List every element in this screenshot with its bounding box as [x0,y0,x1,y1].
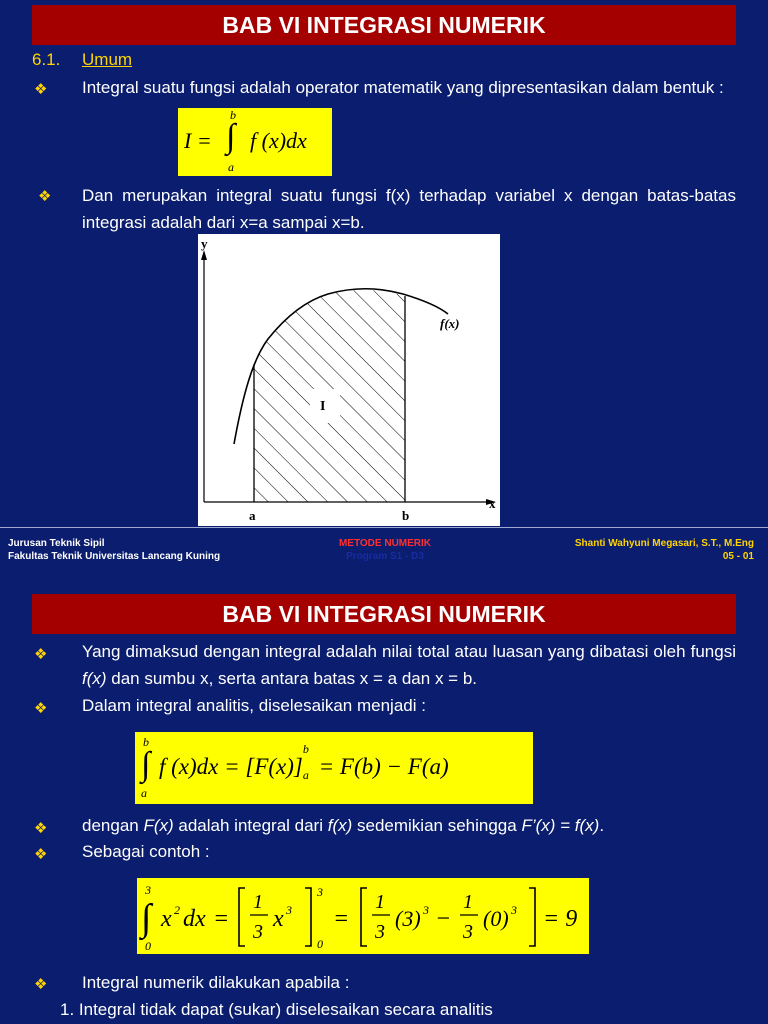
formula-term: 3 [511,903,517,917]
formula-term: 0 [317,937,323,951]
curve-label: f(x) [440,316,460,331]
bullet-text [82,812,604,839]
formula-term: = [213,906,230,932]
diamond-bullet-icon: ❖ [34,845,48,863]
a-label: a [249,508,256,523]
integral-sign-icon: ∫ [226,118,236,155]
text-run-italic: F(x) [143,816,174,835]
integral-area-figure [198,234,500,526]
bracket-icon [305,888,311,946]
integrand: f (x)dx [250,128,307,153]
formula-term: − [435,906,452,932]
figure-svg [198,234,500,526]
example-formula-svg [137,878,589,954]
formula-term: 3 [317,885,323,899]
formula-term: 3 [375,921,385,943]
formula-result: = 9 [543,906,578,932]
y-arrow-icon [201,250,207,260]
formula-term: (3) [395,906,421,931]
formula-term: dx [183,906,206,932]
lower-limit: a [141,786,147,800]
text-run-italic: f(x) [327,816,353,835]
text-run: dengan [82,816,144,835]
formula-term: (0) [483,906,509,931]
text-run-italic: F’(x) = f(x) [521,816,600,835]
formula-part: f (x)dx = [F(x)] [159,754,303,779]
slide-2 [0,578,768,1024]
bracket-icon [361,888,367,946]
footer-divider [0,527,768,528]
bracket-lower: a [302,768,309,782]
diamond-bullet-icon: ❖ [34,699,48,717]
footer-faculty: Fakultas Teknik Universitas Lancang Kuning [8,551,221,562]
analytic-integral-formula [135,732,533,804]
list-item: 1. Integral tidak dapat (sukar) diselesaikan secara analitis [60,1000,493,1019]
upper-limit: b [230,108,236,122]
formula-lhs: I = [184,128,212,153]
b-label: b [402,508,410,523]
footer-course: METODE NUMERIK [338,538,432,549]
text-run: sedemikian sehingga [352,816,522,835]
formula-term: 2 [174,903,180,917]
bullet-text [82,638,736,692]
section-title: Umum [82,50,133,69]
bullet-text: Dan merupakan integral suatu fungsi f(x) terhadap variabel x dengan batas-batas integrasi adalah dari x=a sampai x=b. [82,186,736,232]
section-number: 6.1. [32,50,61,69]
bracket-icon [529,888,535,946]
formula-term: x [273,906,284,932]
bullet-text: Sebagai contoh : [82,842,210,861]
formula-term: 3 [253,921,263,943]
footer-right [575,537,754,563]
text-run: Yang dimaksud dengan integral adalah nilai total atau luasan yang dibatasi oleh fungsi [82,642,736,661]
footer-dept: Jurusan Teknik Sipil [8,538,105,549]
formula-term: 1 [463,891,473,913]
text-run-italic: f(x) [82,669,107,688]
diamond-bullet-icon: ❖ [34,819,48,837]
slide-title: BAB VI INTEGRASI NUMERIK [32,5,736,45]
lower-limit: a [228,160,234,174]
area-label: I [320,399,326,414]
bullet-text: Integral suatu fungsi adalah operator matematik yang dipresentasikan dalam bentuk : [82,78,724,97]
formula-term: 1 [375,891,385,913]
bracket-icon [239,888,245,946]
slide-title: BAB VI INTEGRASI NUMERIK [32,594,736,634]
text-run: . [599,816,605,835]
text-run: adalah integral dari [173,816,328,835]
formula-term: 3 [423,903,429,917]
text-run: dan sumbu x, serta antara batas x = a dan x = b. [106,669,477,688]
formula-term: 1 [253,891,263,913]
bracket-upper: b [302,742,309,756]
bullet-text: Integral numerik dilakukan apabila : [82,973,350,992]
bullet-text: Dalam integral analitis, diselesaikan menjadi : [82,696,426,715]
diamond-bullet-icon: ❖ [34,975,48,993]
formula-term: x [161,906,172,932]
formula-term: 3 [286,903,292,917]
footer-program: Program S1 - D3 [346,551,424,562]
footer-center [300,537,470,563]
lower-limit: 0 [145,939,151,953]
footer-page: 05 - 01 [722,551,754,562]
upper-limit: 3 [145,883,151,897]
upper-limit: b [143,735,149,749]
integral-formula [178,108,332,176]
diamond-bullet-icon: ❖ [38,187,52,205]
diamond-bullet-icon: ❖ [34,645,48,663]
formula-term: = [333,906,350,932]
example-integral-formula [137,878,589,954]
footer-left [8,537,220,563]
footer-author: Shanti Wahyuni Megasari, S.T., M.Eng [574,538,754,549]
diamond-bullet-icon: ❖ [34,80,48,98]
integral-sign-icon: ∫ [141,897,152,939]
x-axis-label: x [489,496,496,511]
formula-part: = F(b) − F(a) [312,754,449,779]
formula-term: 3 [463,921,473,943]
integral-sign-icon: ∫ [141,746,151,783]
formula-body [159,742,449,782]
y-axis-label: y [201,236,208,251]
